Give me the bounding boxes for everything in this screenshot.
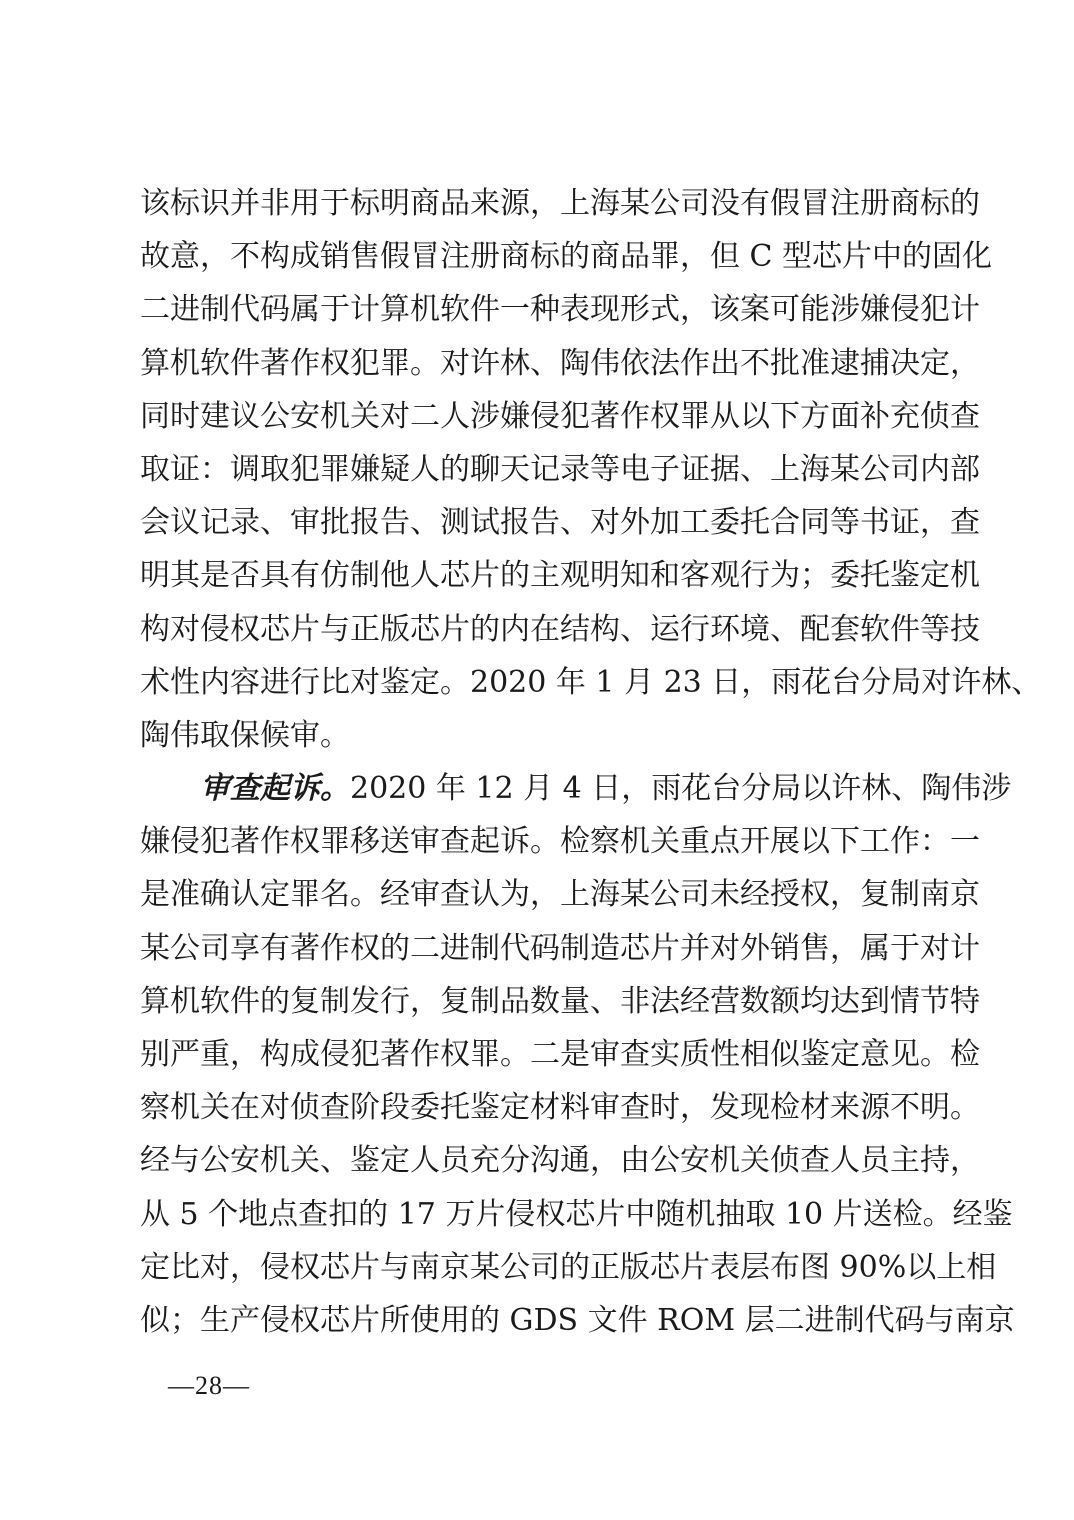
paragraph-2-first-line bbox=[140, 762, 1012, 815]
paragraph-1-line: 同时建议公安机关对二人涉嫌侵犯著作权罪从以下方面补充侦查 bbox=[140, 398, 980, 434]
paragraph-2-line: 经与公安机关、鉴定人员充分沟通，由公安机关侦查人员主持， bbox=[140, 1143, 980, 1179]
paragraph-2-line: 别严重，构成侵犯著作权罪。二是审查实质性相似鉴定意见。检 bbox=[140, 1037, 980, 1072]
paragraph-2-line: 是准确认定罪名。经审查认为，上海某公司未经授权，复制南京 bbox=[140, 877, 980, 913]
paragraph-1-line: 故意，不构成销售假冒注册商标的商品罪，但 C 型芯片中的固化 bbox=[140, 239, 993, 275]
paragraph-1-line: 该标识并非用于标明商品来源，上海某公司没有假冒注册商标的 bbox=[140, 186, 980, 221]
body-text bbox=[140, 177, 1042, 1347]
paragraph-2-line: 定比对，侵权芯片与南京某公司的正版芯片表层布图 90%以上相 bbox=[140, 1249, 997, 1285]
paragraph-1-line: 二进制代码属于计算机软件一种表现形式，该案可能涉嫌侵犯计 bbox=[140, 292, 980, 328]
paragraph-1-line: 术性内容进行比对鉴定。2020 年 1 月 23 日，雨花台分局对许林、 bbox=[140, 664, 1042, 700]
paragraph-1-line: 明其是否具有仿制他人芯片的主观明知和客观行为；委托鉴定机 bbox=[140, 558, 980, 594]
page-number: —28— bbox=[168, 1371, 250, 1400]
paragraph-2-line: 从 5 个地点查扣的 17 万片侵权芯片中随机抽取 10 片送检。经鉴 bbox=[140, 1196, 1013, 1232]
paragraph-1-line: 会议记录、审批报告、测试报告、对外加工委托合同等书证，查 bbox=[140, 505, 980, 541]
paragraph-1-line: 取证：调取犯罪嫌疑人的聊天记录等电子证据、上海某公司内部 bbox=[140, 451, 980, 487]
paragraph-2-line: 嫌侵犯著作权罪移送审查起诉。检察机关重点开展以下工作：一 bbox=[140, 824, 980, 860]
paragraph-2-first-line-text: 2020 年 12 月 4 日，雨花台分局以许林、陶伟涉 bbox=[350, 771, 1012, 807]
paragraph-2-line: 似；生产侵权芯片所使用的 GDS 文件 ROM 层二进制代码与南京 bbox=[140, 1302, 1015, 1338]
section-heading: 审查起诉。 bbox=[200, 771, 350, 807]
paragraph-2-line: 算机软件的复制发行，复制品数量、非法经营数额均达到情节特 bbox=[140, 983, 980, 1019]
paragraph-2-line: 察机关在对侦查阶段委托鉴定材料审查时，发现检材来源不明。 bbox=[140, 1090, 980, 1126]
paragraph-2-line: 某公司享有著作权的二进制代码制造芯片并对外销售，属于对计 bbox=[140, 930, 980, 966]
paragraph-1-line: 算机软件著作权犯罪。对许林、陶伟依法作出不批准逮捕决定， bbox=[140, 345, 980, 381]
paragraph-1-line: 构对侵权芯片与正版芯片的内在结构、运行环境、配套软件等技 bbox=[140, 611, 980, 647]
paragraph-1-last-line: 陶伟取保候审。 bbox=[140, 717, 350, 753]
